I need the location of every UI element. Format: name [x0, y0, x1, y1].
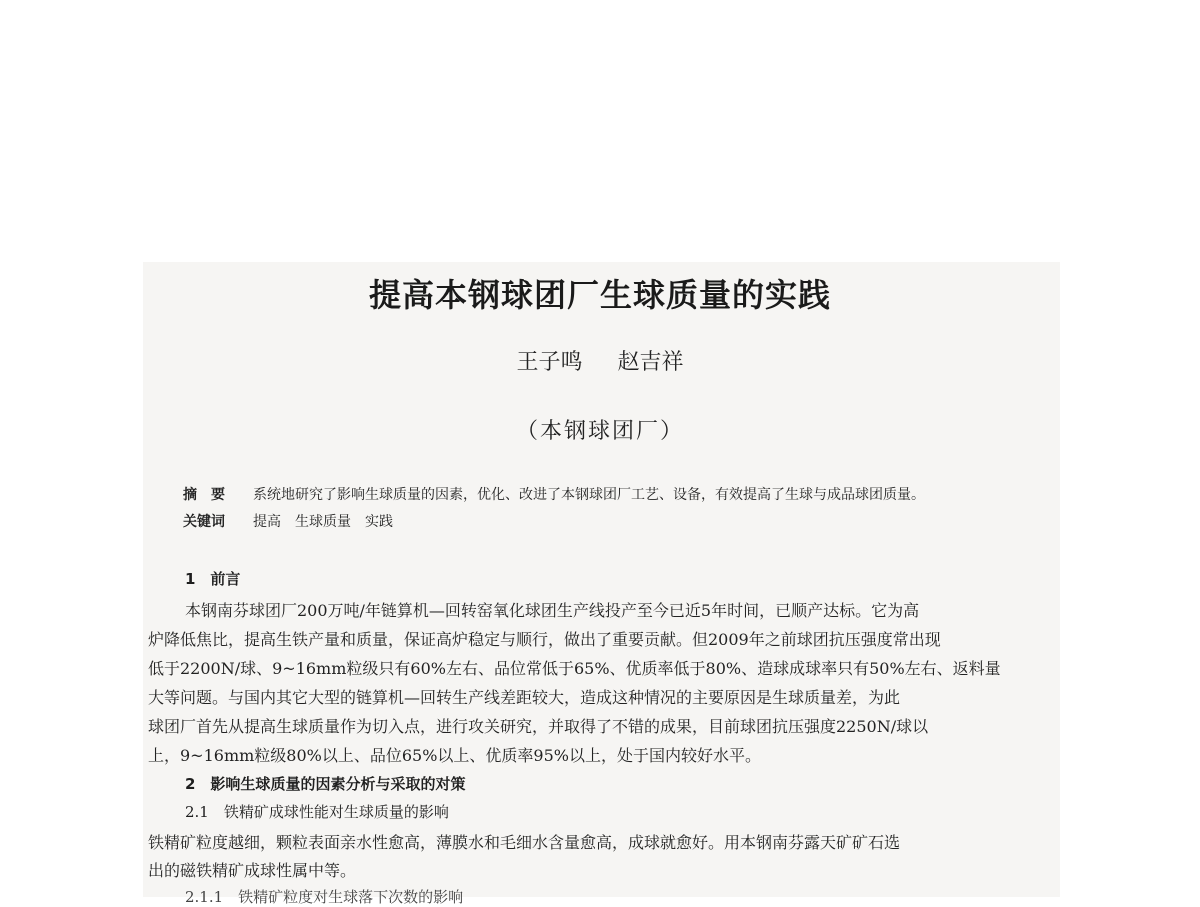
subsection-heading: 2.1 铁精矿成球性能对生球质量的影响: [185, 803, 449, 821]
paragraph-line: 球团厂首先从提高生球质量作为切入点，进行攻关研究，并取得了不错的成果，目前球团抗压强度2250N/球以: [148, 717, 929, 736]
paragraph-line: 低于2200N/球、9~16mm粒级只有60%左右、品位常低于65%、优质率低于80%、造球成球率只有50%左右、返料量: [148, 659, 1001, 678]
keywords-label: 关键词: [183, 514, 225, 530]
abstract-label: 摘 要: [183, 487, 225, 503]
author-list: [0, 345, 1200, 376]
section-heading-factors: 2 影响生球质量的因素分析与采取的对策: [185, 775, 466, 793]
keywords: [183, 511, 393, 531]
paper-title: 提高本钢球团厂生球质量的实践: [368, 276, 831, 314]
keywords-text: 提高 生球质量 实践: [253, 514, 393, 530]
paragraph-line: 上，9~16mm粒级80%以上、品位65%以上、优质率95%以上，处于国内较好水平。: [148, 746, 761, 765]
paragraph-line: 出的磁铁精矿成球性属中等。: [148, 861, 357, 880]
abstract: [183, 484, 925, 504]
affiliation: （本钢球团厂）: [515, 419, 684, 444]
paragraph-line: 炉降低焦比，提高生铁产量和质量，保证高炉稳定与顺行，做出了重要贡献。但2009年之前球团抗压强度常出现: [148, 630, 941, 649]
subsubsection-heading-cut: 2.1.1 铁精矿粒度对生球落下次数的影响: [185, 888, 464, 906]
author-name: 赵吉祥: [617, 350, 684, 375]
paragraph-line: 大等问题。与国内其它大型的链算机—回转生产线差距较大，造成这种情况的主要原因是生球质量差，为此: [148, 688, 901, 707]
paragraph-line: 铁精矿粒度越细，颗粒表面亲水性愈高，薄膜水和毛细水含量愈高，成球就愈好。用本钢南芬露天矿矿石选: [148, 833, 901, 852]
section-heading-intro: 1 前言: [185, 570, 241, 588]
author-name: 王子鸣: [516, 350, 583, 375]
abstract-text: 系统地研究了影响生球质量的因素，优化、改进了本钢球团厂工艺、设备，有效提高了生球与成品球团质量。: [253, 487, 925, 503]
paragraph-line: 本钢南芬球团厂200万吨/年链算机—回转窑氧化球团生产线投产至今已近5年时间，已顺产达标。它为高: [185, 601, 920, 620]
